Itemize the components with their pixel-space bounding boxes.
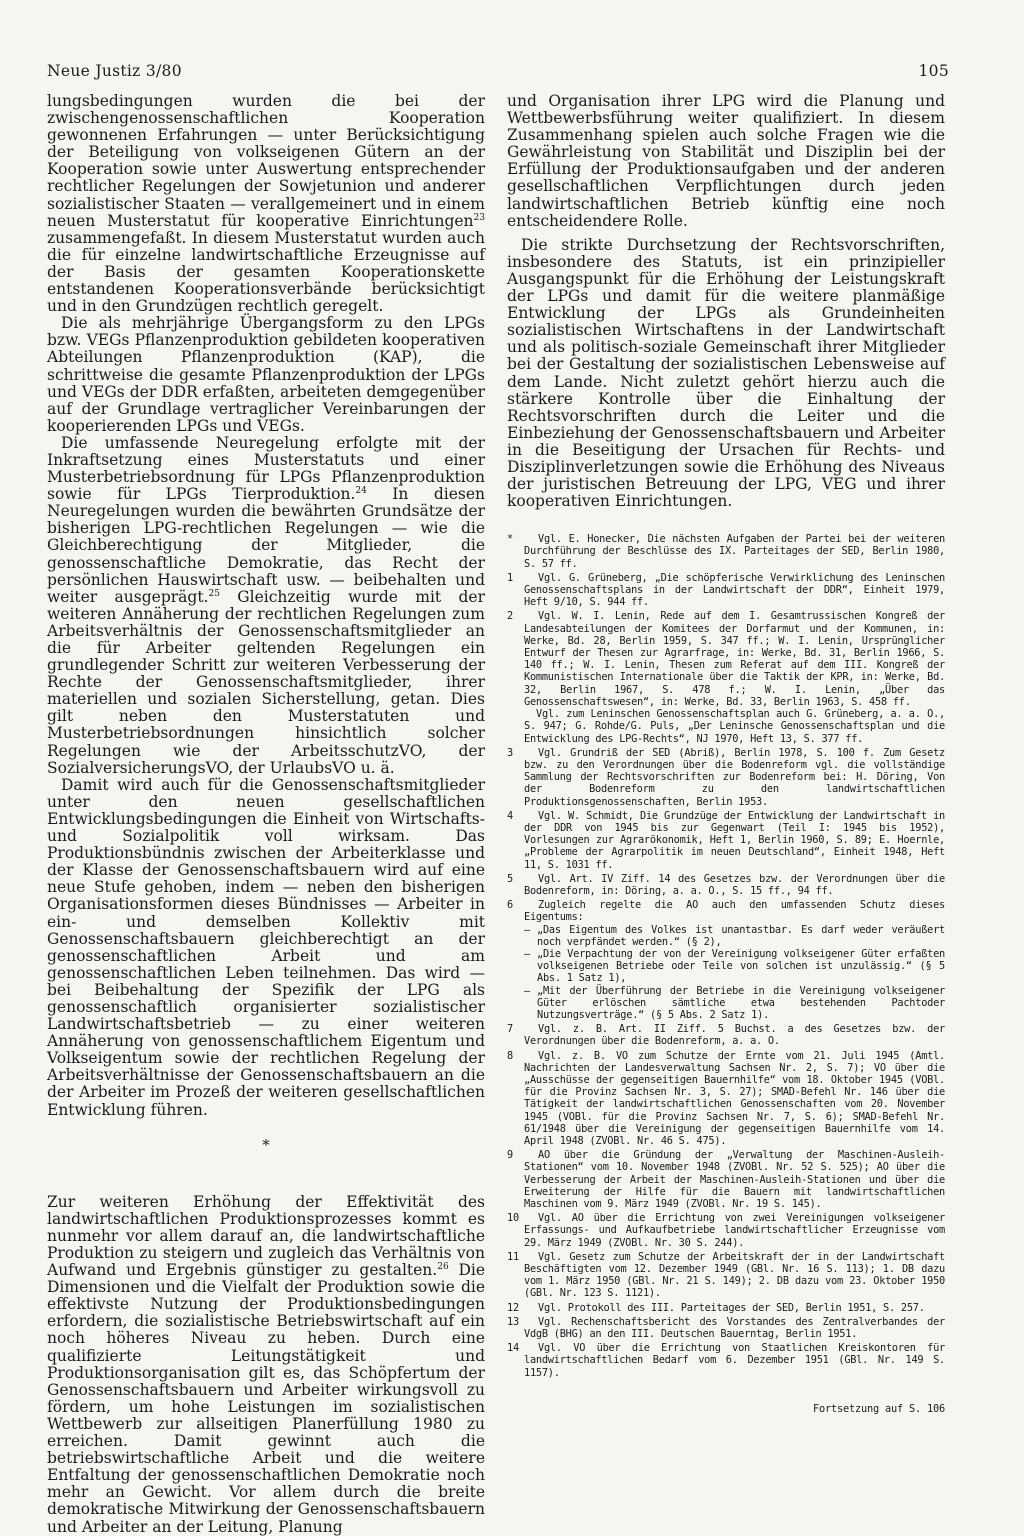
section-separator: * <box>262 1135 270 1154</box>
footnote-number: 9 <box>507 1149 513 1162</box>
footnotes <box>507 533 945 1379</box>
paragraph: Damit wird auch für die Genossenschaftsmitglieder unter den neuen gesellschaftlichen Entwicklungsbedingungen die Einheit von Wirtschafts- und Sozialpolitik voll wirksam. Das Produktionsbündnis zwischen der Arbeiterklasse und der Klasse der Genossenschaftsbauern wird auf eine neue Stufe gehoben, indem — neben den bisherigen Organisationsformen dieses Bündnisses — Arbeiter in ein- und demselben Kollektiv mit Genossenschaftsbauern gleichberechtigt an der genossenschaftlichen Arbeit und am genossenschaftlichen Leben teilnehmen. Das wird — bei Beibehaltung der Spezifik der LPG als genossenschaftlich organisierter sozialistischer Landwirtschaftsbetrieb — zu einer weiteren Annäherung von genossenschaftlichem Eigentum und Volkseigentum sowie der rechtlichen Regelung der Arbeitsverhältnisse der Genossenschaftsbauern an die der Arbeiter im Prozeß der weiteren gesellschaftlichen Entwicklung führen. <box>47 775 485 1119</box>
list-item: – „Das Eigentum des Volkes ist unantastbar. Es darf weder veräußert noch verpfändet werden.“ (§ 2), <box>524 924 945 948</box>
footnote: 8 Vgl. z. B. VO zum Schutze der Ernte vom 21. Juli 1945 (Amtl. Nachrichten der Landesverwaltung Sachsen Nr. 2, S. 7); VO über die „Ausschüsse der gegenseitigen Bauernhilfe“ vom 18. Oktober 1945 (VOBl. für die Provinz Sachsen Nr. 3, S. 27); SMAD-Befehl Nr. 146 über die Tätigkeit der landwirtschaftlichen Genossenschaften vom 20. November 1945 (VOBl. für die Provinz Sachsen Nr. 7, S. 6); SMAD-Befehl Nr. 61/1948 über die Vereinigung der gegenseitigen Bauernhilfe vom 14. April 1948 (ZVOBl. Nr. 46 S. 475). <box>507 1049 945 1147</box>
paragraph: und Organisation ihrer LPG wird die Planung und Wettbewerbsführung weiter qualifiziert. In diesem Zusammenhang spielen auch solche Fragen wie die Gewährleistung von Stabilität und Disziplin bei der Erfüllung der Produktionsaufgaben und der anderen gesellschaftlichen Verpflichtungen durch jeden landwirtschaftlichen Betrieb künftig eine noch entscheidendere Rolle. <box>507 92 945 230</box>
footnote-number: 2 <box>507 610 513 623</box>
footnote: 5 Vgl. Art. IV Ziff. 14 des Gesetzes bzw. der Verordnungen über die Bodenreform, in: Döring, a. a. O., S. 15 ff., 94 ff. <box>507 872 945 897</box>
footnote: 10 Vgl. AO über die Errichtung von zwei Vereinigungen volkseigener Erfassungs- und Aufkaufbetriebe landwirtschaftlicher Erzeugnisse vom 29. März 1949 (ZVOBl. Nr. 30 S. 244). <box>507 1212 945 1249</box>
page-header <box>47 62 949 84</box>
footnote-number: 12 <box>507 1301 519 1314</box>
paragraph: Zur weiteren Erhöhung der Effektivität des landwirtschaftlichen Produktionsprozesses kommt es nunmehr vor allem darauf an, die landwirtschaftliche Produktion zu steigern und zugleich das Verhältnis von Aufwand und Ergebnis günstiger zu gestalten.$^{26}$ Die Dimensionen und die Vielfalt der Produktion sowie die effektivste Nutzung der Produktionsbedingungen erfordern, die sozialistische Betriebswirtschaft auf ein noch höheres Niveau zu heben. Durch eine qualifizierte Leitungstätigkeit und Produktionsorganisation gilt es, das Schöpfertum der Genossenschaftsbauern und Arbeiter wirkungsvoll zu fördern, um hohe Leistungen im sozialistischen Wettbewerb zur allseitigen Planerfüllung 1980 zu erreichen. Damit gewinnt auch die betriebswirtschaftliche Arbeit und die weitere Entfaltung der genossenschaftlichen Demokratie noch mehr an Gewicht. Vor allem durch die breite demokratische Mitwirkung der Genossenschaftsbauern und Arbeiter an der Leitung, Planung <box>47 1192 486 1536</box>
paragraph: Die umfassende Neuregelung erfolgte mit der Inkraftsetzung eines Musterstatuts und einer Musterbetriebsordnung für LPGs Pflanzenproduktion sowie für LPGs Tierproduktion.$^{24}$ In diesen Neuregelungen wurden die bewährten Grundsätze der bisherigen LPG-rechtlichen Regelungen — wie die Gleichberechtigung der Mitglieder, die genossenschaftliche Demokratie, das Recht der persönlichen Hauswirtschaft usw. — beibehalten und weiter ausgeprägt.$^{25}$ Gleichzeitig wurde mit der weiteren Annäherung der rechtlichen Regelungen zum Arbeitsverhältnis der Genossenschaftsmitglieder an die für Arbeiter geltenden Regelungen ein grundlegender Schritt zur weiteren Verbesserung der Rechte der Genossenschaftsmitglieder, ihrer materiellen und sozialen Sicherstellung, getan. Dies gilt neben den Musterstatuten und Musterbetriebsordnungen hinsichtlich solcher Regelungen wie der ArbeitsschutzVO, der SozialversicherungsVO, der UrlaubsVO u. ä. <box>47 433 486 777</box>
footnote: 1 Vgl. G. Grüneberg, „Die schöpferische Verwirklichung des Leninschen Genossenschaftsplans in der Landwirtschaft der DDR“, Einheit 1979, Heft 9/10, S. 944 ff. <box>507 571 945 609</box>
footnote-list <box>524 924 945 1022</box>
footnote-ref[interactable]: 25 <box>208 588 220 599</box>
footnote-number: 7 <box>507 1023 513 1036</box>
footnote: * Vgl. E. Honecker, Die nächsten Aufgaben der Partei bei der weiteren Durchführung der Beschlüsse des IX. Parteitages der SED, Berlin 1980, S. 57 ff. <box>507 533 945 570</box>
paragraph: Die als mehrjährige Übergangsform zu den LPGs bzw. VEGs Pflanzenproduktion gebildeten kooperativen Abteilungen Pflanzenproduktion (KAP), die schrittweise die gesamte Pflanzenproduktion der LPGs und VEGs der DDR erfaßten, arbeiteten demgegenüber auf der Grundlage vertraglicher Vereinbarungen der kooperierenden LPGs und VEGs. <box>47 314 485 435</box>
footnote: 2 Vgl. W. I. Lenin, Rede auf dem I. Gesamtrussischen Kongreß der Landesabteilungen der Komitees der Dorfarmut und der Kommunen, in: Werke, Bd. 28, Berlin 1959, S. 347 ff.; W. I. Lenin, Ursprünglicher Entwurf der Thesen zur Agrarfrage, in: Werke, Bd. 31, Berlin 1966, S. 140 ff.; W. I. Lenin, Thesen zum Referat auf dem III. Kongreß der Kommunistischen Internationale über die Taktik der KPR, in: Werke, Bd. 32, Berlin 1967, S. 478 f.; W. I. Lenin, „Über das Genossenschaftswesen“, in: Werke, Bd. 33, Berlin 1963, S. 458 ff. Vgl. zum Leninschen Genossenschaftsplan auch G. Grüneberg, a. a. O., S. 947; G. Rohde/G. Puls, „Der Leninsche Genossenschaftsplan und die Entwicklung des LPG-Rechts“, NJ 1970, Heft 13, S. 377 ff. <box>507 610 945 745</box>
footnote: 14 Vgl. VO über die Errichtung von Staatlichen Kreiskontoren für landwirtschaftlichen Bedarf vom 6. Dezember 1951 (GBl. Nr. 149 S. 1157). <box>507 1342 945 1379</box>
footnote-ref[interactable]: 24 <box>355 486 367 496</box>
paragraph: Die strikte Durchsetzung der Rechtsvorschriften, insbesondere des Statuts, ist ein prinzipieller Ausgangspunkt für die Erhöhung der Leistungskraft der LPGs und damit für die weitere planmäßige Entwicklung der LPGs als Grundeinheiten sozialistischen Wirtschaftens in der Landwirtschaft und als politisch-soziale Gemeinschaft ihrer Mitglieder bei der Gestaltung der sozialistischen Lebensweise auf dem Lande. Nicht zuletzt gehört hierzu auch die stärkere Kontrolle über die Einhaltung der Rechtsvorschriften durch die Leiter und die Einbeziehung der Genossenschaftsbauern und Arbeiter in die Beseitigung der Ursachen für Rechts- und Disziplinverletzungen sowie die Erhöhung des Niveaus der juristischen Betreuung der LPG, VEG und ihrer kooperativen Einrichtungen. <box>507 235 945 511</box>
footnote: 3 Vgl. Grundriß der SED (Abriß), Berlin 1978, S. 100 f. Zum Gesetz bzw. zu den Verordnungen über die Bodenreform vgl. die vollständige Sammlung der Rechtsvorschriften zur Bodenreform bei: H. Döring, Von der Bodenreform zu den landwirtschaftlichen Produktionsgenossenschaften, Berlin 1953. <box>507 746 945 808</box>
footnote: 4 Vgl. W. Schmidt, Die Grundzüge der Entwicklung der Landwirtschaft in der DDR von 1945 bis zur Gegenwart (Teil I: 1945 bis 1952), Vorlesungen zur Agrarökonomik, Heft 1, Berlin 1960, S. 89; E. Hoernle, „Probleme der Agrarpolitik im neuen Deutschland“, Einheit 1948, Heft 11, S. 1031 ff. <box>507 809 945 871</box>
footnote-number: 10 <box>507 1212 519 1225</box>
footnote-number: 1 <box>507 571 513 584</box>
footnote-number: 5 <box>507 872 513 885</box>
footnote: 11 Vgl. Gesetz zum Schutze der Arbeitskraft der in der Landwirtschaft Beschäftigten vom 12. Dezember 1949 (GBl. Nr. 16 S. 113); 1. DB dazu vom 1. März 1950 (GBl. Nr. 21 S. 149); 2. DB dazu vom 23. Oktober 1950 (GBl. Nr. 123 S. 1121). <box>507 1250 945 1300</box>
footnote: 6 Zugleich regelte die AO auch den umfassenden Schutz dieses Eigentums: – „Das Eigentum des Volkes ist unantastbar. Es darf weder veräußert noch verpfändet werden.“ (§ 2), – „Die Verpachtung der von der Vereinigung volkseigener Güter erfaßten volkseigenen Betriebe oder Teile von solchen ist unzulässig.“ (§ 5 Abs. 1 Satz 1), – „Mit der Überführung der Betriebe in die Vereinigung volkseigener Güter erlöschen sämtliche etwa bestehenden Pachtoder Nutzungsverträge.“ (§ 5 Abs. 2 Satz 1). <box>507 899 945 1021</box>
footnote-number: 4 <box>507 809 513 822</box>
footnote: 7 Vgl. z. B. Art. II Ziff. 5 Buchst. a des Gesetzes bzw. der Verordnungen über die Bodenreform, a. a. O. <box>507 1023 945 1048</box>
list-item: – „Mit der Überführung der Betriebe in die Vereinigung volkseigener Güter erlöschen sämtliche etwa bestehenden Pachtoder Nutzungsverträge.“ (§ 5 Abs. 2 Satz 1). <box>524 985 945 1022</box>
footnote-number: 13 <box>507 1315 519 1328</box>
journal-issue: Neue Justiz 3/80 <box>47 62 182 80</box>
footnote-number: 11 <box>507 1250 519 1263</box>
paragraph: lungsbedingungen wurden die bei der zwischengenossenschaftlichen Kooperation gewonnenen Erfahrungen — unter Berücksichtigung der Beteiligung von volkseigenen Gütern an der Kooperation sowie unter Auswertung entsprechender rechtlicher Regelungen der Sowjetunion und anderer sozialistischer Staaten — verallgemeinert und in einem neuen Musterstatut für kooperative Einrichtungen$^{23}$ zusammengefaßt. In diesem Musterstatut wurden auch die für einzelne landwirtschaftliche Erzeugnisse auf der Basis der gesamten Kooperationskette entstandenen Kooperationsverbände berücksichtigt und in den Grundzügen rechtlich geregelt. <box>47 92 485 316</box>
footnote-ref[interactable]: 26 <box>437 1261 449 1272</box>
list-item: – „Die Verpachtung der von der Vereinigung volkseigener Güter erfaßten volkseigenen Betriebe oder Teile von solchen ist unzulässig.“ (§ 5 Abs. 1 Satz 1), <box>524 948 945 985</box>
footnote: 9 AO über die Gründung der „Verwaltung der Maschinen-Ausleih-Stationen“ vom 10. November 1948 (ZVOBl. Nr. 52 S. 525); AO über die Verbesserung der Arbeit der Maschinen-Ausleih-Stationen und über die Erweiterung der Hilfe für die Bauern mit landwirtschaftlichen Maschinen vom 9. März 1949 (ZVOBl. Nr. 19 S. 145). <box>507 1149 945 1211</box>
footnote: 12 Vgl. Protokoll des III. Parteitages der SED, Berlin 1951, S. 257. <box>507 1301 925 1314</box>
footnote-number: * <box>507 533 513 546</box>
right-column <box>507 93 945 1418</box>
right-body-text <box>507 93 945 510</box>
page-number: 105 <box>918 62 949 80</box>
footnote-ref[interactable]: 23 <box>473 212 485 223</box>
left-column <box>47 93 485 1536</box>
footnote-number: 3 <box>507 746 513 759</box>
footnote-number: 8 <box>507 1049 513 1062</box>
footnote-number: 14 <box>507 1342 519 1355</box>
footnote-number: 6 <box>507 899 513 912</box>
continued-on-page: Fortsetzung auf S. 106 <box>813 1402 945 1415</box>
footnote: 13 Vgl. Rechenschaftsbericht des Vorstandes des Zentralverbandes der VdgB (BHG) an den III. Deutschen Bauerntag, Berlin 1951. <box>507 1315 945 1341</box>
